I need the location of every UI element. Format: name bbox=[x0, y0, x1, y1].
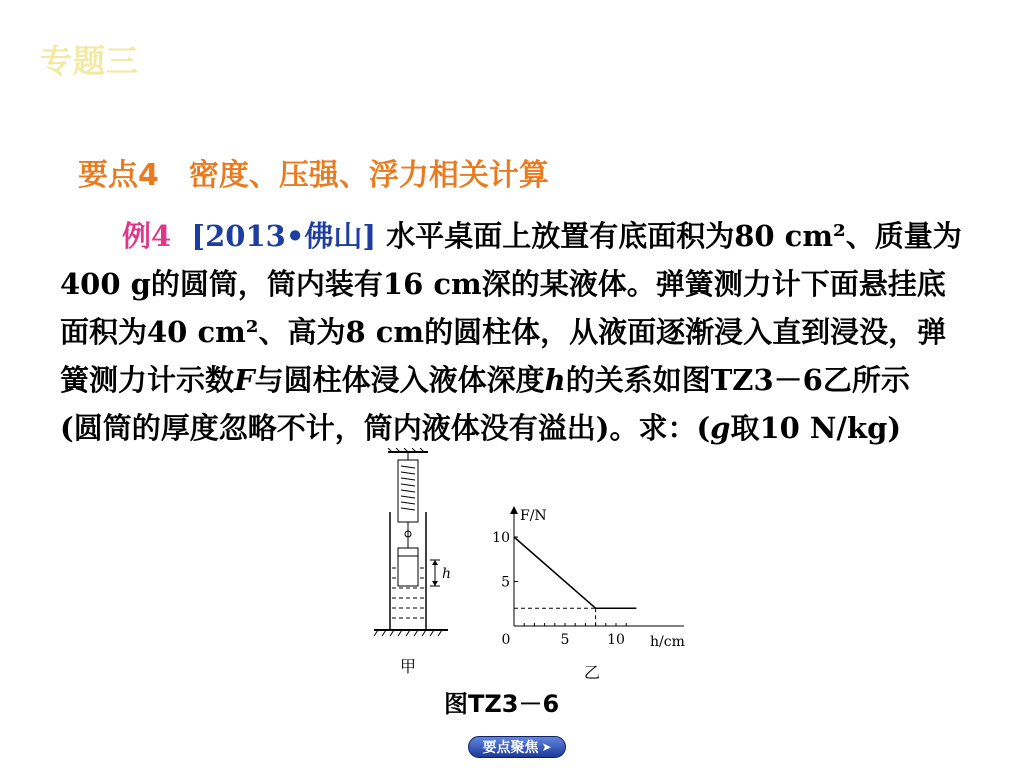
y-tick-label: 5 bbox=[501, 574, 510, 591]
text-segment: (圆筒的厚度忽略不计，筒内液体没有溢出)。求：( bbox=[60, 411, 711, 445]
problem-line-1 bbox=[60, 212, 980, 260]
var-g: g bbox=[710, 411, 731, 445]
problem-line-5 bbox=[60, 404, 980, 452]
force-line bbox=[514, 537, 636, 608]
example-label: 例4 bbox=[122, 219, 172, 253]
apparatus-diagram bbox=[368, 448, 478, 680]
left-figure-label: 甲 bbox=[400, 657, 417, 676]
problem-source: [2013•佛山] bbox=[191, 219, 377, 253]
y-tick-label: 10 bbox=[492, 530, 510, 546]
force-depth-graph bbox=[488, 502, 698, 682]
y-axis-label: F/N bbox=[520, 508, 547, 524]
problem-line-1-text: 水平桌面上放置有底面积为80 cm²、质量为 bbox=[386, 219, 962, 253]
text-segment: 簧测力计示数 bbox=[60, 363, 235, 397]
text-segment: 的关系如图TZ3－6乙所示 bbox=[565, 363, 910, 397]
problem-line-3: 面积为40 cm²、高为8 cm的圆柱体，从液面逐渐浸入直到浸没，弹 bbox=[60, 315, 947, 349]
x-tick-label: 5 bbox=[560, 632, 570, 648]
arrow-right-icon: ➤ bbox=[541, 740, 552, 754]
x-tick-label: 0 bbox=[501, 632, 511, 648]
depth-label: h bbox=[442, 566, 452, 582]
var-F: F bbox=[234, 363, 255, 397]
var-h: h bbox=[544, 363, 566, 397]
text-segment: 与圆柱体浸入液体深度 bbox=[254, 363, 545, 397]
problem-line-4 bbox=[60, 356, 980, 404]
section-heading: 要点4 密度、压强、浮力相关计算 bbox=[78, 158, 549, 193]
right-figure-label: 乙 bbox=[584, 663, 601, 682]
key-points-label: 要点聚焦 bbox=[482, 740, 539, 756]
text-segment: 取10 N/kg) bbox=[730, 411, 902, 445]
problem-line-2: 400 g的圆筒，筒内装有16 cm深的某液体。弹簧测力计下面悬挂底 bbox=[60, 267, 946, 301]
key-points-button[interactable] bbox=[468, 736, 566, 758]
y-axis-arrow bbox=[510, 506, 518, 514]
figure-caption: 图TZ3－6 bbox=[444, 690, 560, 718]
problem-text bbox=[60, 212, 980, 452]
topic-label: 专题三 bbox=[40, 42, 140, 80]
x-tick-label: 10 bbox=[607, 632, 625, 648]
x-axis-label: h/cm bbox=[650, 634, 685, 650]
